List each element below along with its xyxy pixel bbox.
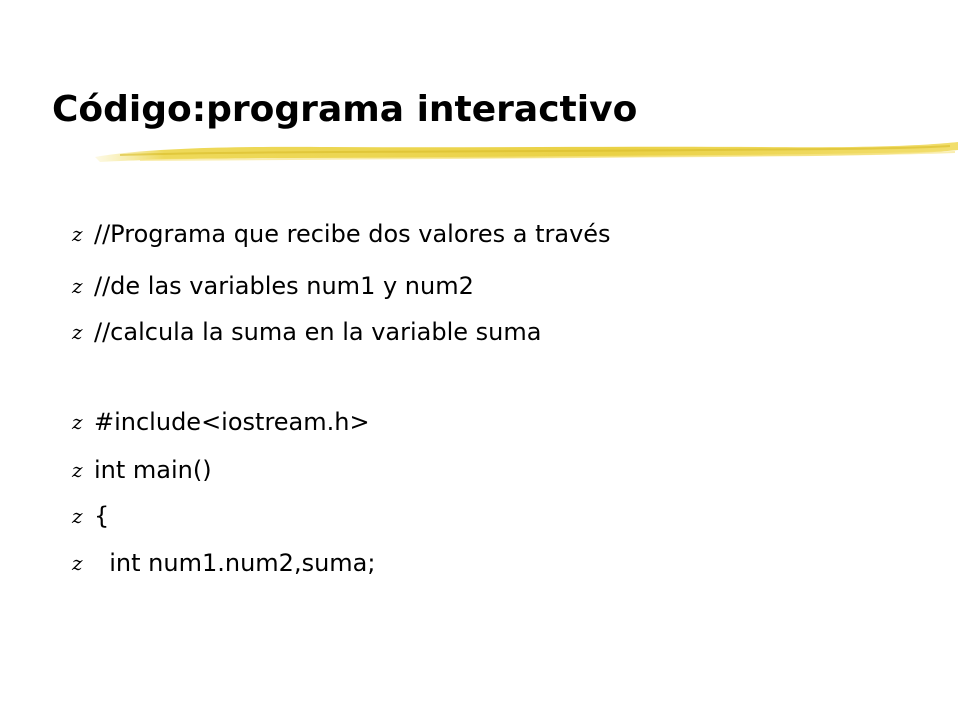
list-item	[72, 312, 541, 352]
list-item	[72, 543, 375, 583]
bullet-icon: z	[72, 504, 83, 528]
bullet-icon: z	[72, 222, 83, 246]
bullet-icon: z	[72, 410, 83, 434]
code-comment-line: //de las variables num1 y num2	[94, 272, 474, 300]
code-comment-line: //Programa que recibe dos valores a través	[94, 220, 611, 248]
list-item	[72, 496, 109, 536]
slide-title: Código:programa interactivo	[52, 89, 638, 130]
code-main-line: int main()	[94, 456, 212, 484]
code-brace-line: {	[94, 502, 110, 530]
code-declaration-line: int num1.num2,suma;	[94, 549, 376, 577]
bullet-icon: z	[72, 274, 83, 298]
list-item	[72, 402, 370, 442]
bullet-icon: z	[72, 320, 83, 344]
list-item	[72, 450, 212, 490]
list-item	[72, 266, 474, 306]
list-item	[72, 214, 611, 254]
bullet-icon: z	[72, 551, 83, 575]
code-include-line: #include<iostream.h>	[94, 408, 370, 436]
code-comment-line: //calcula la suma en la variable suma	[94, 318, 542, 346]
bullet-icon: z	[72, 458, 83, 482]
